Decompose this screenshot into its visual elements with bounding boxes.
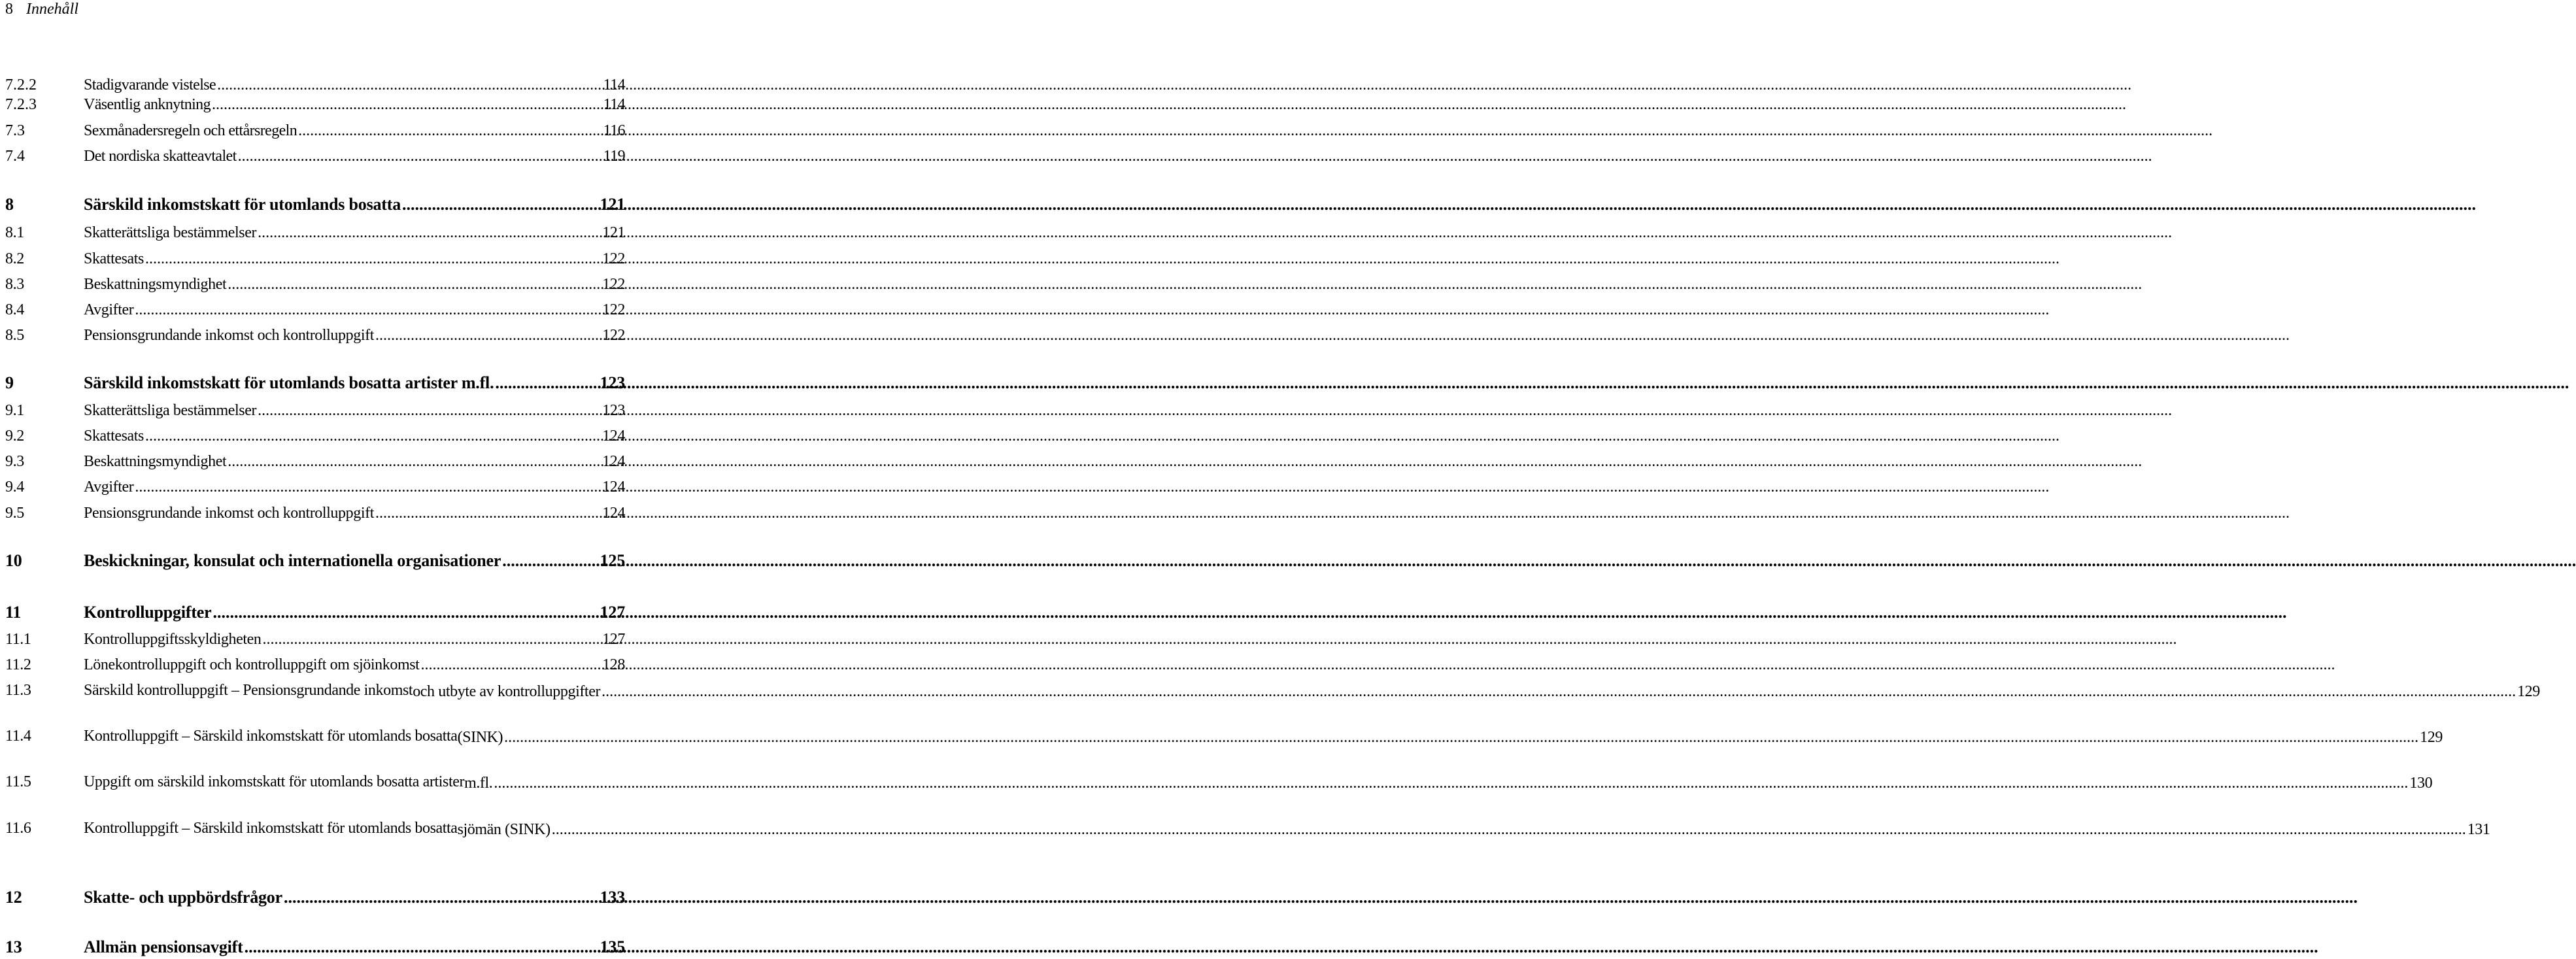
toc-entry-page: 125	[600, 551, 625, 570]
toc-entry-title: Skatterättsliga bestämmelser	[84, 402, 257, 419]
toc-entry-title: Pensionsgrundande inkomst och kontrolluppgift	[84, 505, 374, 522]
page-number: 8	[5, 1, 13, 18]
toc-chapter-11[interactable]	[5, 602, 625, 623]
dot-leader	[135, 300, 601, 320]
toc-entry-number: 8.4	[5, 301, 24, 318]
toc-entry-title: Särskild inkomstskatt för utomlands bosatta artister m.fl.	[84, 373, 494, 392]
toc-entry-11-6[interactable]	[5, 818, 2490, 839]
toc-entry-number: 9.5	[5, 505, 24, 522]
toc-entry-page: 114	[603, 76, 625, 93]
dot-leader	[145, 249, 601, 269]
toc-entry-number: 11.6	[5, 820, 31, 837]
dot-leader	[228, 275, 601, 294]
toc-entry-title: Stadigvarande vistelse	[84, 76, 216, 93]
toc-entry-page: 124	[602, 453, 625, 470]
toc-entry-title-line1: Kontrolluppgift – Särskild inkomstskatt för utomlands bosatta	[84, 820, 458, 837]
toc-chapter-8[interactable]	[5, 194, 625, 215]
toc-entry-page: 119	[603, 148, 625, 165]
toc-entry-11-1[interactable]	[5, 630, 625, 649]
dot-leader	[212, 602, 598, 623]
toc-entry-title: Kontrolluppgiftsskyldigheten	[84, 631, 262, 648]
toc-entry-title: Det nordiska skatteavtalet	[84, 148, 237, 165]
toc-entry-number: 9	[5, 373, 14, 392]
toc-entry-page: 135	[600, 937, 625, 956]
dot-leader	[212, 95, 602, 114]
toc-entry-number: 8.5	[5, 327, 24, 344]
toc-entry-number: 11.3	[5, 682, 31, 699]
toc-entry-9-1[interactable]	[5, 401, 625, 420]
dot-leader	[262, 630, 601, 649]
toc-entry-title: Skatte- och uppbördsfrågor	[84, 888, 282, 907]
toc-entry-title: Skatterättsliga bestämmelser	[84, 224, 257, 241]
toc-entry-number: 11.4	[5, 728, 31, 745]
dot-leader	[298, 121, 602, 141]
toc-entry-number: 11.2	[5, 656, 31, 673]
toc-entry-number: 9.4	[5, 479, 24, 496]
toc-entry-page: 127	[602, 631, 625, 648]
toc-chapter-13[interactable]	[5, 937, 625, 958]
dot-leader	[245, 937, 599, 958]
toc-entry-title-line2: sjömän (SINK)	[457, 821, 551, 838]
dot-leader	[504, 728, 2418, 747]
toc-entry-page: 133	[600, 888, 625, 907]
toc-entry-page: 123	[600, 373, 625, 392]
toc-entry-11-3[interactable]	[5, 681, 2540, 701]
toc-entry-number: 11	[5, 603, 22, 622]
dot-leader	[602, 682, 2516, 701]
toc-entry-page: 129	[2517, 683, 2540, 700]
toc-entry-title: Beskattningsmyndighet	[84, 453, 227, 470]
dot-leader	[228, 452, 601, 471]
toc-entry-number: 11.5	[5, 773, 31, 790]
toc-entry-title: Väsentlig anknytning	[84, 96, 211, 113]
toc-entry-8-3[interactable]	[5, 275, 625, 294]
dot-leader	[135, 477, 601, 497]
toc-entry-title: Allmän pensionsavgift	[84, 937, 243, 956]
toc-entry-page: 127	[600, 603, 625, 622]
toc-entry-number: 7.2.2	[5, 76, 37, 93]
toc-entry-page: 129	[2420, 729, 2443, 746]
toc-entry-number: 9.2	[5, 428, 24, 445]
toc-entry-page: 130	[2409, 775, 2433, 792]
toc-entry-page: 123	[602, 402, 625, 419]
dot-leader	[375, 503, 601, 523]
toc-entry-number: 9.3	[5, 453, 24, 470]
toc-entry-number: 8.2	[5, 250, 24, 267]
toc-entry-page: 122	[602, 276, 625, 293]
toc-entry-number: 9.1	[5, 402, 24, 419]
toc-chapter-10[interactable]	[5, 550, 625, 571]
toc-entry-title: Avgifter	[84, 301, 134, 318]
toc-entry-page: 124	[602, 428, 625, 445]
toc-entry-title-line2: och utbyte av kontrolluppgifter	[413, 683, 601, 700]
toc-entry-11-5[interactable]	[5, 772, 2433, 793]
toc-entry-title: Beskickningar, konsulat och internationella organisationer	[84, 551, 501, 570]
toc-entry-page: 122	[602, 301, 625, 318]
toc-chapter-12[interactable]	[5, 887, 625, 908]
toc-entry-number: 11.1	[5, 631, 31, 648]
toc-entry-title-line1: Uppgift om särskild inkomstskatt för utomlands bosatta artister	[84, 773, 465, 790]
toc-entry-number: 13	[5, 937, 22, 956]
toc-chapter-9[interactable]	[5, 373, 625, 394]
toc-entry-9-3[interactable]	[5, 452, 625, 471]
toc-entry-title: Beskattningsmyndighet	[84, 276, 227, 293]
dot-leader	[495, 373, 598, 394]
dot-leader	[552, 820, 2466, 839]
toc-entry-9-2[interactable]	[5, 426, 625, 446]
toc-entry-title-line1: Särskild kontrolluppgift – Pensionsgrundande inkomst	[84, 682, 413, 699]
toc-entry-title: Kontrolluppgifter	[84, 603, 212, 622]
toc-entry-7-3[interactable]	[5, 121, 625, 141]
dot-leader	[145, 426, 601, 446]
toc-entry-8-4[interactable]	[5, 300, 625, 320]
toc-entry-9-5[interactable]	[5, 503, 625, 523]
dot-leader	[402, 194, 599, 215]
toc-entry-page: 121	[602, 224, 625, 241]
toc-entry-11-2[interactable]	[5, 655, 625, 675]
toc-entry-number: 10	[5, 551, 22, 570]
toc-entry-title: Pensionsgrundande inkomst och kontrolluppgift	[84, 327, 374, 344]
dot-leader	[217, 75, 602, 95]
dot-leader	[284, 887, 599, 908]
toc-entry-number: 8.1	[5, 224, 24, 241]
toc-entry-7-4[interactable]	[5, 146, 625, 166]
toc-entry-title-line2: m.fl.	[464, 775, 493, 792]
toc-entry-page: 124	[602, 505, 625, 522]
toc-entry-9-4[interactable]	[5, 477, 625, 497]
toc-entry-page: 121	[600, 195, 625, 214]
dot-leader	[258, 223, 601, 243]
toc-entry-page: 122	[602, 250, 625, 267]
dot-leader	[494, 773, 2408, 793]
toc-entry-7-2-2[interactable]	[5, 75, 625, 95]
toc-entry-number: 7.2.3	[5, 96, 37, 113]
toc-entry-page: 116	[603, 122, 625, 139]
toc-entry-title-line2: (SINK)	[457, 729, 503, 746]
toc-entry-title: Skattesats	[84, 428, 144, 445]
running-title: Innehåll	[26, 1, 78, 18]
toc-entry-number: 8	[5, 195, 14, 214]
dot-leader	[502, 550, 598, 571]
dot-leader	[238, 146, 602, 166]
toc-entry-title: Skattesats	[84, 250, 144, 267]
toc-entry-8-2[interactable]	[5, 249, 625, 269]
toc-entry-page: 114	[603, 96, 625, 113]
toc-entry-title: Lönekontrolluppgift och kontrolluppgift om sjöinkomst	[84, 656, 420, 673]
toc-entry-number: 8.3	[5, 276, 24, 293]
toc-entry-page: 124	[602, 479, 625, 496]
dot-leader	[375, 326, 601, 345]
toc-entry-7-2-3[interactable]	[5, 95, 625, 114]
toc-entry-8-1[interactable]	[5, 223, 625, 243]
toc-entry-title-line1: Kontrolluppgift – Särskild inkomstskatt för utomlands bosatta	[84, 728, 458, 745]
dot-leader	[420, 655, 601, 675]
toc-entry-number: 7.4	[5, 148, 25, 165]
toc-entry-page: 131	[2467, 821, 2490, 838]
toc-entry-number: 7.3	[5, 122, 25, 139]
dot-leader	[258, 401, 601, 420]
toc-entry-title: Sexmånadersregeln och ettårsregeln	[84, 122, 297, 139]
toc-entry-title: Avgifter	[84, 479, 134, 496]
toc-entry-number: 12	[5, 888, 22, 907]
toc-entry-page: 122	[602, 327, 625, 344]
toc-entry-title: Särskild inkomstskatt för utomlands bosatta	[84, 195, 401, 214]
toc-entry-page: 128	[602, 656, 625, 673]
toc-entry-8-5[interactable]	[5, 326, 625, 345]
toc-entry-11-4[interactable]	[5, 726, 2443, 747]
